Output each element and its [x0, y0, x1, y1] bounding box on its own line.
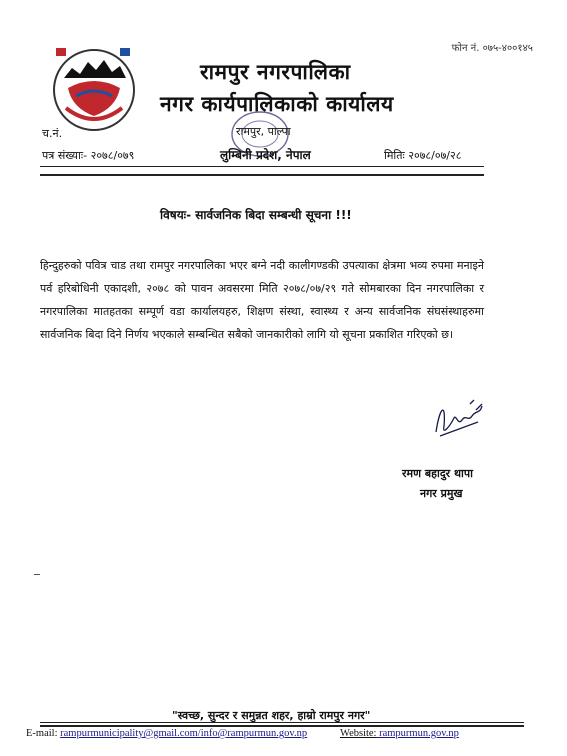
footer-email	[26, 728, 307, 739]
address-line-2: लुम्बिनी प्रदेश, नेपाल	[220, 148, 311, 162]
email-link[interactable]: rampurmunicipality@gmail.com/info@rampurmun.gov.np	[60, 728, 308, 739]
signatory-name: रमण बहादुर थापा	[402, 467, 473, 480]
footer-divider	[40, 722, 524, 723]
header-divider	[40, 166, 484, 167]
website-link[interactable]: rampurmun.gov.np	[376, 728, 459, 739]
fold-mark	[34, 574, 40, 575]
header-divider-thick	[40, 174, 484, 176]
dispatch-number-label: च.नं.	[42, 127, 63, 140]
notice-subject: विषयः- सार्वजनिक बिदा सम्बन्धी सूचना !!!	[160, 208, 352, 222]
letter-date: मितिः २०७८/०७/२८	[384, 149, 462, 162]
signature-icon	[430, 396, 490, 442]
email-label: E-mail:	[26, 728, 61, 739]
government-emblem-icon	[46, 38, 142, 138]
website-label: Website:	[340, 728, 377, 739]
footer-website	[340, 728, 459, 739]
footer-slogan: "स्वच्छ, सुन्दर र समुन्नत शहर, हाम्रो रामपुर नगर"	[172, 709, 371, 722]
phone-number: फोन नं. ०७५-४००१४५	[451, 43, 533, 54]
office-name: रामपुर नगरपालिका	[200, 60, 351, 84]
notice-body: हिन्दुहरुको पवित्र चाड तथा रामपुर नगरपालिका भएर बग्ने नदी कालीगण्डकी उपत्याका क्षेत्रमा भव्य रुपमा मनाइने पर्व हरिबोधिनी एकादशी, २०७८ को पावन अवसरमा मिति २०७८/०७/२९ गते सोमबारका दिन नगरपालिका र नगरपालिका मातहतका सम्पूर्ण वडा कार्यालयहरु, शिक्षण संस्था, स्वास्थ्य र अन्य सार्वजनिक संघसंस्थाहरुमा सार्वजनिक बिदा दिने निर्णय भएकाले सम्बन्धित सबैको जानकारीको लागि यो सूचना प्रकाशित गरिएको छ।	[40, 259, 484, 341]
office-subtitle: नगर कार्यपालिकाको कार्यालय	[160, 92, 394, 116]
signatory-title: नगर प्रमुख	[420, 487, 463, 500]
letter-number: पत्र संख्याः- २०७८/०७९	[42, 149, 135, 162]
address-line-1: रामपुर, पाल्पा	[236, 125, 291, 138]
footer-divider-thick	[40, 725, 524, 727]
